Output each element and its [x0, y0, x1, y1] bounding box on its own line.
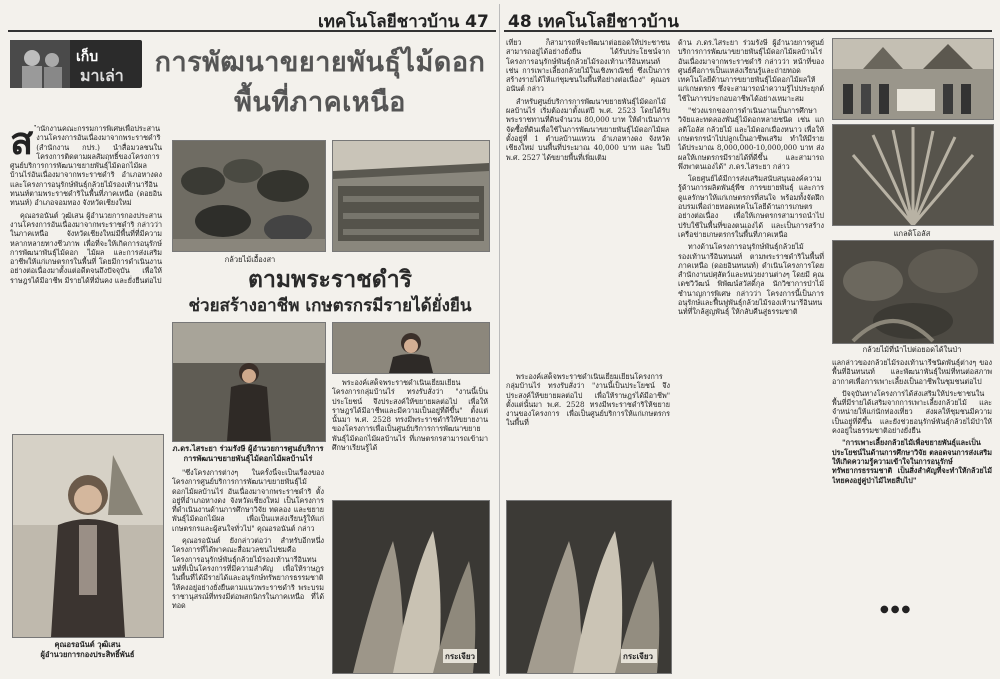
- article-column-4: [506, 38, 670, 300]
- col4-paragraph-1: เที่ยว ก็สามารถที่จะพัฒนาต่อยอดให้ประชาชนสามารถอยู่ได้อย่างยั่งยืน ได้รับประโยชน์จากโครงการอนุรักษ์พันธุ์กล้วยไม้รองเท้านารีอินทนนท์ เช่น การเพาะเลี้ยงกล้วยไม้ในเชิงพาณิชย์ ซึ่งเป็นการสร้างรายได้ให้แก่ชุมชนในพื้นที่อย่างต่อเนื่อง" คุณอรอนันต์ กล่าว: [506, 38, 670, 94]
- nursery-greenhouse-image: [333, 141, 489, 251]
- drop-cap: ส: [10, 124, 34, 163]
- flower-right-image: [507, 501, 671, 673]
- director-portrait-image: [333, 323, 489, 373]
- headline-line2: พื้นที่ภาคเหนือ: [234, 87, 406, 118]
- col6-paragraph-2: ปัจจุบันทางโครงการได้ส่งเสริมให้ประชาชนในพื้นที่มีรายได้เสริมจากการเพาะเลี้ยงกล้วยไม้ และจำหน่ายให้แก่นักท่องเที่ยว ส่งผลให้ชุมชนมีความเป็นอยู่ที่ดีขึ้น และยังช่วยอนุรักษ์พันธุ์กล้วยไม้ป่าให้คงอยู่ในธรรมชาติอย่างยั่งยืน: [832, 388, 992, 436]
- photo-wild-orchid: [832, 240, 994, 344]
- col5-paragraph-3: โดยศูนย์ได้มีการส่งเสริมสนับสนุนองค์ความรู้ด้านการผลิตพันธุ์พืช การขยายพันธุ์ และการดูแลรักษาให้แก่เกษตรกรที่สนใจ พร้อมทั้งจัดฝึกอบรมเพื่อถ่ายทอดเทคโนโลยีด้านการเกษตรอย่างต่อเนื่อง เพื่อให้เกษตรกรสามารถนำไปปรับใช้ในพื้นที่ของตนเองได้ และเป็นการสร้างเครือข่ายเกษตรกรในพื้นที่ภาคเหนือ: [678, 174, 824, 239]
- right-section-title: เทคโนโลยีชาวบ้าน: [537, 12, 679, 32]
- wild-orchid-image: [833, 241, 993, 343]
- article-column-5: [678, 38, 824, 674]
- photo-orchid-beds: [172, 140, 326, 252]
- col3-paragraph-3: พระองค์เสด็จพระราชดำเนินเยี่ยมเยียนโครงการกลุ่มบ้านไร่ ทรงรับสั่งว่า "งานนี้เป็นประโยชน์ จึงประสงค์ให้ขยายผลต่อไป เพื่อให้ราษฎรได้มีอาชีพและมีความเป็นอยู่ที่ดีขึ้น" ตั้งแต่นั้นมา พ.ศ. 2528 ทรงมีพระราชดำริให้ขยายงานของโครงการเพื่อเป็นศูนย์บริการการพัฒนาขยายพันธุ์ไม้ดอกไม้ผลบ้านไร่ ที่เกษตรกรสามารถเข้ามาศึกษาเรียนรู้ได้: [332, 378, 488, 453]
- col4-paragraph-3: พระองค์เสด็จพระราชดำเนินเยี่ยมเยียนโครงการกลุ่มบ้านไร่ ทรงรับสั่งว่า "งานนี้เป็นประโยชน์ จึงประสงค์ให้ขยายผลต่อไป เพื่อให้ราษฎรได้มีอาชีพ" ตั้งแต่นั้นมา พ.ศ. 2528 ทรงมีพระราชดำริให้ขยายงานของโครงการ เพื่อเป็นศูนย์บริการให้แก่เกษตรกรในพื้นที่: [506, 372, 670, 428]
- director-greenhouse-image: [173, 323, 325, 441]
- col1-intro: ำนักงานคณะกรรมการพิเศษเพื่อประสานงานโครงการอันเนื่องมาจากพระราชดำริ (สำนักงาน กปร.) นำสื่อมวลชนในโครงการติดตามผลสัมฤทธิ์ของโครงการศูนย์บริการการพัฒนาขยายพันธุ์ไม้ดอกไม้ผลบ้านไร่อันเนื่องมาจากพระราชดำริ อำเภอหางดง และโครงการอนุรักษ์พันธุ์กล้วยไม้รองเท้านารีอินทนนท์ตามพระราชดำริในพื้นที่ภาคเหนือ (ดอยอินทนนท์) อำเภอจอมทอง จังหวัดเชียงใหม่: [10, 124, 162, 208]
- flower-label-2: กระเจียว: [623, 652, 654, 661]
- headline-line1: การพัฒนาขยายพันธุ์ไม้ดอก: [154, 47, 486, 78]
- col6-paragraph-1: แลกล่าวของกล้วยไม้รองเท้านารีชนิดพันธุ์ต่างๆ ของพื้นที่อินทนนท์ และพัฒนาพันธุ์ใหม่ที่ทนต่อสภาพอากาศเพื่อการเพาะเลี้ยงเป็นอาชีพในชุมชนต่อไป: [832, 358, 992, 386]
- left-page-number: 47: [465, 12, 489, 32]
- page-separator: [499, 4, 500, 676]
- caption-wild-orchid: กล้วยไม้ที่นำไปต่อยอดได้ในป่า: [862, 345, 962, 354]
- photo-gladiolus: [832, 124, 994, 226]
- right-page-header: [508, 8, 679, 35]
- article-column-6: [832, 358, 992, 602]
- photo-flower-left: [332, 500, 490, 674]
- left-section-title: เทคโนโลยีชาวบ้าน: [318, 12, 460, 32]
- col6-paragraph-3: "การเพาะเลี้ยงกล้วยไม้เพื่อขยายพันธุ์และเป็นประโยชน์ในด้านการศึกษาวิจัย ตลอดจนการส่งเสริมให้เกิดความรู้ความเข้าใจในการอนุรักษ์ทรัพยากรธรรมชาติ เป็นสิ่งสำคัญที่จะทำให้กล้วยไม้ไทยคงอยู่คู่ป่าไม้ไทยสืบไป": [832, 438, 992, 485]
- reporter-photo-icon: [10, 40, 70, 88]
- caption-gladiolus: แกลดิโอลัส: [893, 229, 931, 238]
- flower-left-image: [333, 501, 489, 673]
- col5-paragraph-1: ด้าน ภ.ดร.ไสระยา ร่วมรังษี ผู้อำนวยการศูนย์บริการการพัฒนาขยายพันธุ์ไม้ดอกไม้ผลบ้านไร่ อันเนื่องมาจากพระราชดำริ กล่าวว่า หน้าที่ของศูนย์คือการเป็นแหล่งเรียนรู้และถ่ายทอดเทคโนโลยีด้านการขยายพันธุ์ไม้ดอกไม้ผลให้แก่เกษตรกร ซึ่งจะสามารถนำความรู้ไปประยุกต์ใช้ในการประกอบอาชีพได้อย่างเหมาะสม: [678, 38, 824, 103]
- flower-label-1: กระเจียว: [445, 652, 476, 661]
- left-page-header: [318, 8, 489, 35]
- orchid-beds-image: [173, 141, 325, 251]
- woman-portrait-image: [13, 435, 163, 637]
- badge-line1: เก็บ: [76, 49, 99, 65]
- article-column-1: [10, 124, 162, 420]
- col5-paragraph-4: ทางด้านโครงการอนุรักษ์พันธุ์กล้วยไม้รองเท้านารีอินทนนท์ ตามพระราชดำริในพื้นที่ภาคเหนือ (ดอยอินทนนท์) ดำเนินโครงการโดยสำนักงานปศุสัตว์และหน่วยงานต่างๆ โดยมี คุณเดชวิวัฒน์ พิพัฒน์สวัสดิ์กุล นักวิชาการป่าไม้ ชำนาญการพิเศษ กล่าวว่า โครงการนี้เป็นการอนุรักษ์และฟื้นฟูพันธุ์กล้วยไม้รองเท้านารีอินทนนท์ที่ใกล้สูญพันธุ์ ให้กลับคืนสู่ธรรมชาติ: [678, 242, 824, 317]
- col4-paragraph-2: สำหรับศูนย์บริการการพัฒนาขยายพันธุ์ไม้ดอกไม้ผลบ้านไร่ เริ่มต้องมาตั้งแต่ปี พ.ศ. 2523 โดยได้รับพระราชทานที่ดินจำนวน 80,000 บาท ให้ดำเนินการจัดซื้อที่ดินเพื่อใช้ในการพัฒนาขยายพันธุ์ไม้ดอกไม้ผล ตั้งอยู่ที่ 1 ตำบลบ้านแหวน อำเภอหางดง จังหวัดเชียงใหม่ บนพื้นที่ประมาณ 40,000 บาท และ ในปี พ.ศ. 2527 ได้ขยายพื้นที่เพิ่มเติม: [506, 96, 670, 162]
- caption-orchid-sprout: กล้วยไม้เอื้องสา: [224, 255, 276, 264]
- col2-paragraph-1: "ซึ่งโครงการต่างๆ ในครั้งนี้จะเป็นเรื่องของโครงการศูนย์บริการการพัฒนาขยายพันธุ์ไม้ดอกไม้ผลบ้านไร่ อันเนื่องมาจากพระราชดำริ ตั้งอยู่ที่อำเภอหางดง จังหวัดเชียงใหม่ เป็นโครงการที่ดำเนินงานด้านการศึกษาวิจัย ทดลอง และขยายพันธุ์ไม้ดอกไม้ผล เพื่อเป็นแหล่งเรียนรู้ให้แก่เกษตรกรและผู้สนใจทั่วไป" คุณอรอนันต์ กล่าว: [172, 468, 324, 533]
- photo-director-greenhouse: [172, 322, 326, 442]
- photo-flower-right: [506, 500, 672, 674]
- col1-paragraph-2: คุณอรอนันต์ วุฒิเสน ผู้อำนวยการกองประสานงานโครงการอันเนื่องมาจากพระราชดำริ กล่าวว่า ในภาคเหนือ จังหวัดเชียงใหม่มีพื้นที่ที่มีความหลากหลายทางชีวภาพ เพื่อที่จะให้เกิดการอนุรักษ์ การพัฒนาพันธุ์ไม้ดอก ไม้ผล และการส่งเสริมอาชีพให้แก่เกษตรกรในพื้นที่ โดยมีการดำเนินงานอย่างต่อเนื่องมาตั้งแต่อดีตจนถึงปัจจุบัน เพื่อให้ราษฎรได้มีอาชีพ มีรายได้ที่มั่นคง และยั่งยืนต่อไป: [10, 210, 162, 285]
- right-page-number: 48: [508, 12, 532, 32]
- photo-group-visit: [832, 38, 994, 120]
- portrait-photo-left: [12, 434, 164, 638]
- photo-nursery-greenhouse: [332, 140, 490, 252]
- photo-director-portrait: [332, 322, 490, 374]
- article-column-4b: [506, 372, 670, 492]
- gladiolus-image: [833, 125, 993, 225]
- col5-paragraph-2: "ช่วงแรกของการดำเนินงานเป็นการศึกษาวิจัยและทดลองพันธุ์ไม้ดอกหลายชนิด เช่น แกลดิโอลัส กล้วยไม้ และไม้ดอกเมืองหนาว เพื่อให้เกษตรกรนำไปปลูกเป็นอาชีพเสริม ทำให้มีรายได้ประมาณ 8,000,000-10,000,000 บาท ส่งผลให้เกษตรกรมีรายได้ที่ดีขึ้น และสามารถพึ่งพาตนเองได้" ภ.ดร.ไสระยา กล่าว: [678, 106, 824, 171]
- caption-woman-left: คุณอรอนันต์ วุฒิเสน ผู้อำนวยการกองประสิทธิ์พันธ์: [40, 640, 135, 659]
- article-column-3: [332, 378, 488, 488]
- subhead-line2: ช่วยสร้างอาชีพ เกษตรกรมีรายได้ยั่งยืน: [188, 296, 472, 316]
- article-column-2: [172, 468, 324, 673]
- group-visit-image: [833, 39, 993, 119]
- column-badge: [10, 40, 142, 88]
- badge-line2: มาเล่า: [80, 66, 124, 85]
- caption-director: ภ.ดร.ไสระยา ร่วมรังษี ผู้อำนวยการศูนย์บริการ การพัฒนาขยายพันธุ์ไม้ดอกไม้ผลบ้านไร่: [172, 444, 324, 463]
- end-dots: ●●●: [880, 604, 913, 615]
- col2-paragraph-2: คุณอรอนันต์ ยังกล่าวต่อว่า สำหรับอีกหนึ่งโครงการที่ได้พาคณะสื่อมวลชนไปชมคือ โครงการอนุรักษ์พันธุ์กล้วยไม้รองเท้านารีอินทนนท์ที่เป็นโครงการที่มีความสำคัญ เพื่อให้ราษฎรในพื้นที่ได้มีรายได้และอนุรักษ์ทรัพยากรธรรมชาติให้คงอยู่อย่างยั่งยืนตามแนวพระราชดำริ พระบรมราชานุสรณ์ที่ทรงมีต่อพสกนิกรในภาคเหนือ ที่ได้ทอด: [172, 536, 324, 611]
- subhead-line1: ตามพระราชดำริ: [248, 267, 412, 293]
